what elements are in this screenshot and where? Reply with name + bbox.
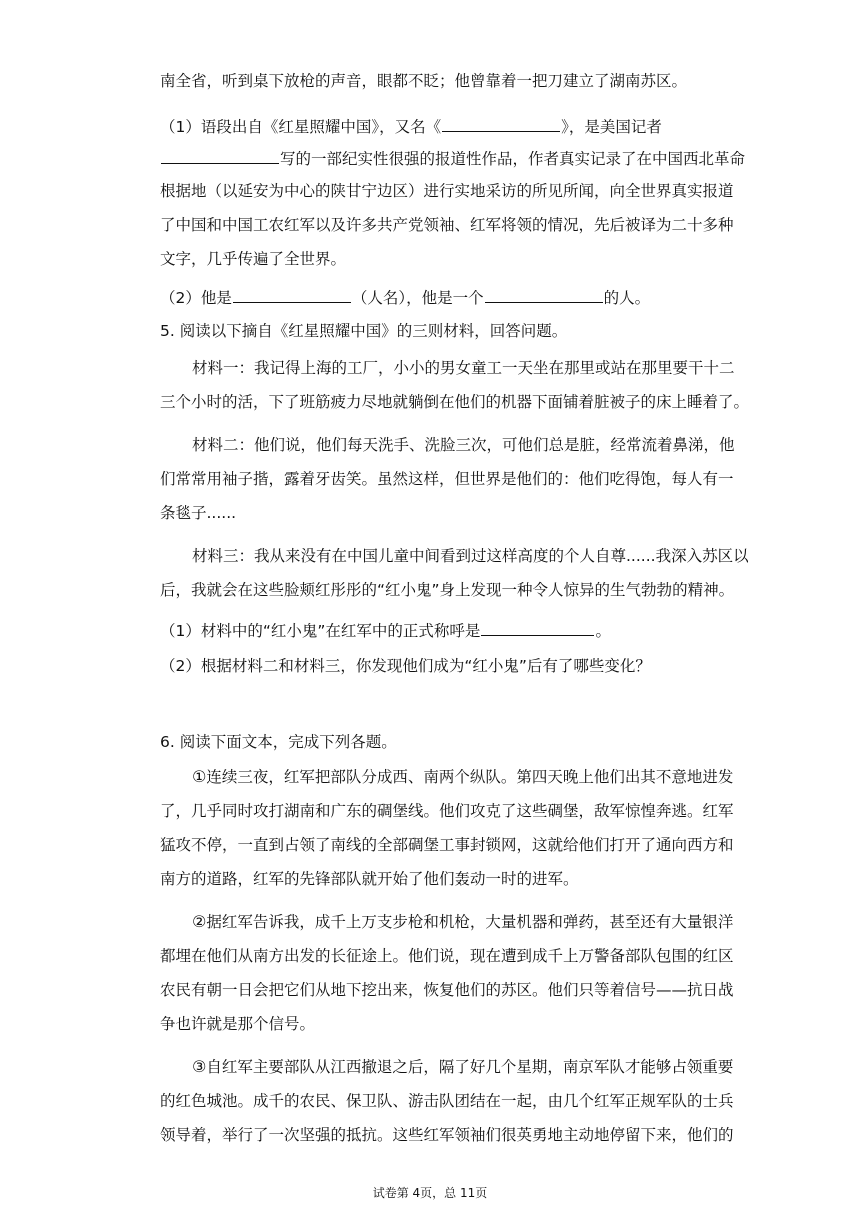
q5-sub2-line: （2）根据材料二和材料三，你发现他们成为“红小鬼”后有了哪些变化？ — [160, 657, 651, 675]
answer-blank-person-name[interactable] — [233, 285, 351, 303]
q6-p1-line3: 猛攻不停，一直到占领了南线的全部碉堡工事封锁网，这就给他们打开了通向西方和 — [160, 836, 734, 854]
q4-sub2-text-a: （2）他是 — [160, 289, 232, 307]
q4-sub1-text-b: 》，是美国记者 — [561, 118, 662, 136]
q5-title: 5. 阅读以下摘自《红星照耀中国》的三则材料，回答问题。 — [160, 322, 568, 340]
q5-sub1-text-b: 。 — [595, 622, 611, 640]
q5-material2-line2: 们常常用袖子揩，露着牙齿笑。虽然这样，但世界是他们的：他们吃得饱，每人有一 — [160, 470, 734, 488]
q6-p2-line4: 争也许就是那个信号。 — [160, 1015, 316, 1033]
q5-material1-line1: 材料一：我记得上海的工厂，小小的男女童工一天坐在那里或站在那里要干十二 — [192, 359, 735, 377]
q4-sub2-line — [160, 285, 730, 309]
q4-sub1-line5: 文字，几乎传遍了全世界。 — [160, 250, 347, 268]
q6-p3-text: 自红军主要部队从江西撤退之后，隔了好几个星期，南京军队才能够占领重要 — [206, 1058, 734, 1076]
q6-p2-line3: 农民有朝一日会把它们从地下挖出来，恢复他们的苏区。他们只等着信号——抗日战 — [160, 981, 734, 999]
q6-title: 6. 阅读下面文本，完成下列各题。 — [160, 733, 397, 751]
q4-sub1-line4: 了中国和中国工农红军以及许多共产党领袖、红军将领的情况，先后被译为二十多种 — [160, 216, 734, 234]
q4-sub2-text-b: （人名），他是一个 — [351, 289, 484, 307]
q6-p3-line1 — [192, 1056, 734, 1078]
q5-material2-line1: 材料二：他们说，他们每天洗手、洗脸三次，可他们总是脏，经常流着鼻涕，他 — [192, 436, 735, 454]
answer-blank-person-trait[interactable] — [485, 285, 603, 303]
q6-p3-line3: 领导着，举行了一次坚强的抵抗。这些红军领袖们很英勇地主动地停留下来，他们的 — [160, 1126, 734, 1144]
q5-sub1-text-a: （1）材料中的“红小鬼”在红军中的正式称呼是 — [160, 622, 481, 640]
answer-blank-alt-title[interactable] — [442, 114, 560, 132]
q4-sub1-text-c: 写的一部纪实性很强的报道性作品，作者真实记录了在中国西北革命 — [280, 150, 746, 168]
intro-line: 南全省，听到桌下放枪的声音，眼都不眨；他曾靠着一把刀建立了湖南苏区。 — [160, 72, 688, 90]
q6-p1-text: 连续三夜，红军把部队分成西、南两个纵队。第四天晚上他们出其不意地进发 — [206, 768, 734, 786]
paragraph-number-3: ③ — [192, 1057, 207, 1076]
q5-material1-line2: 三个小时的活，下了班筋疲力尽地就躺倒在他们的机器下面铺着脏被子的床上睡着了。 — [160, 393, 750, 411]
q6-p1-line1 — [192, 766, 734, 788]
q4-sub1-text-a: （1）语段出自《红星照耀中国》，又名《 — [160, 118, 442, 136]
paragraph-number-1: ① — [192, 767, 207, 786]
answer-blank-formal-name[interactable] — [481, 618, 594, 636]
q4-sub1-line1 — [160, 114, 730, 138]
q6-p1-line4: 南方的道路，红军的先锋部队就开始了他们轰动一时的进军。 — [160, 870, 579, 888]
answer-blank-author[interactable] — [161, 146, 279, 164]
q4-sub1-line3: 根据地（以延安为中心的陕甘宁边区）进行实地采访的所见所闻，向全世界真实报道 — [160, 182, 734, 200]
q6-p1-line2: 了，几乎同时攻打湖南和广东的碉堡线。他们攻克了这些碉堡，敌军惊惶奔逃。红军 — [160, 802, 734, 820]
q5-sub1-line — [160, 618, 730, 642]
q5-material2-line3: 条毯子...... — [160, 504, 237, 522]
q5-material3-line1: 材料三：我从来没有在中国儿童中间看到过这样高度的个人自尊......我深入苏区以 — [192, 547, 749, 565]
q5-material3-line2: 后，我就会在这些脸颊红彤彤的“红小鬼”身上发现一种令人惊异的生气勃勃的精神。 — [160, 581, 735, 599]
q6-p3-line2: 的红色城池。成千的农民、保卫队、游击队团结在一起，由几个红军正规军队的士兵 — [160, 1092, 734, 1110]
q4-sub1-line2 — [160, 146, 746, 170]
paragraph-number-2: ② — [192, 912, 207, 931]
q4-sub2-text-c: 的人。 — [603, 289, 651, 307]
q6-p2-line2: 都埋在他们从南方出发的长征途上。他们说，现在遭到成千上万警备部队包围的红区 — [160, 947, 734, 965]
q6-p2-text: 据红军告诉我，成千上万支步枪和机枪，大量机器和弹药，甚至还有大量银洋 — [206, 913, 734, 931]
q6-p2-line1 — [192, 911, 734, 933]
page-footer: 试卷第 4页，总 11页 — [372, 1186, 488, 1200]
